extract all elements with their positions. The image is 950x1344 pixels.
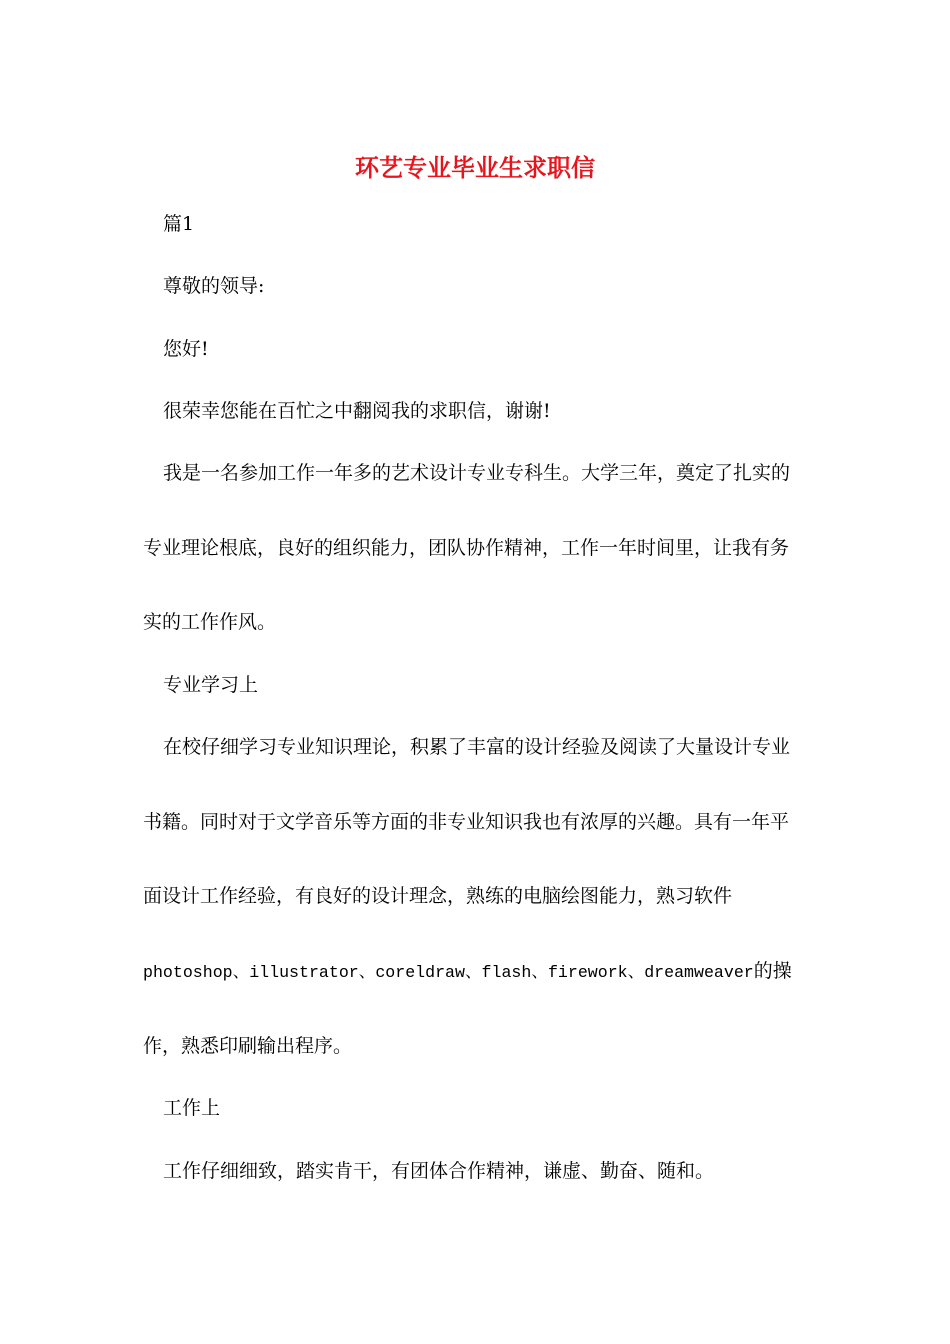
study-line-2: 书籍。同时对于文学音乐等方面的非专业知识我也有浓厚的兴趣。具有一年平 xyxy=(143,811,790,833)
study-line-3: 面设计工作经验，有良好的设计理念，熟练的电脑绘图能力，熟习软件 xyxy=(143,885,733,907)
salutation-text: 尊敬的领导 xyxy=(163,275,259,297)
section-number: 1 xyxy=(182,213,195,235)
intro-line-3: 实的工作作风。 xyxy=(143,611,277,633)
document-title: 环艺专业毕业生求职信 xyxy=(355,154,595,182)
salutation-colon: : xyxy=(258,275,265,297)
thanks-text: 很荣幸您能在百忙之中翻阅我的求职信，谢谢 xyxy=(163,400,544,422)
greeting-text: 您好 xyxy=(163,338,202,360)
salutation xyxy=(163,272,264,300)
study-line-5: 作，熟悉印刷输出程序。 xyxy=(143,1035,353,1057)
section-label xyxy=(163,210,194,238)
study-line-1: 在校仔细学习专业知识理论，积累了丰富的设计经验及阅读了大量设计专业 xyxy=(163,736,791,758)
heading-study: 专业学习上 xyxy=(163,674,259,696)
thanks-paragraph xyxy=(163,397,551,425)
intro-line-1: 我是一名参加工作一年多的艺术设计专业专科生。大学三年，奠定了扎实的 xyxy=(163,462,791,484)
software-list: photoshop、illustrator、coreldraw、flash、firework、dreamweaver xyxy=(143,963,754,982)
heading-work: 工作上 xyxy=(163,1097,221,1119)
greeting xyxy=(163,335,209,363)
study-line-4 xyxy=(143,957,792,987)
work-line-1: 工作仔细细致，踏实肯干，有团体合作精神，谦虚、勤奋、随和。 xyxy=(163,1160,715,1182)
intro-line-2: 专业理论根底，良好的组织能力，团队协作精神，工作一年时间里，让我有务 xyxy=(143,537,790,559)
greeting-mark: ! xyxy=(201,338,209,360)
section-label-text: 篇 xyxy=(163,213,183,235)
thanks-mark: ! xyxy=(543,400,551,422)
study-line-4-tail: 的操 xyxy=(753,960,792,982)
